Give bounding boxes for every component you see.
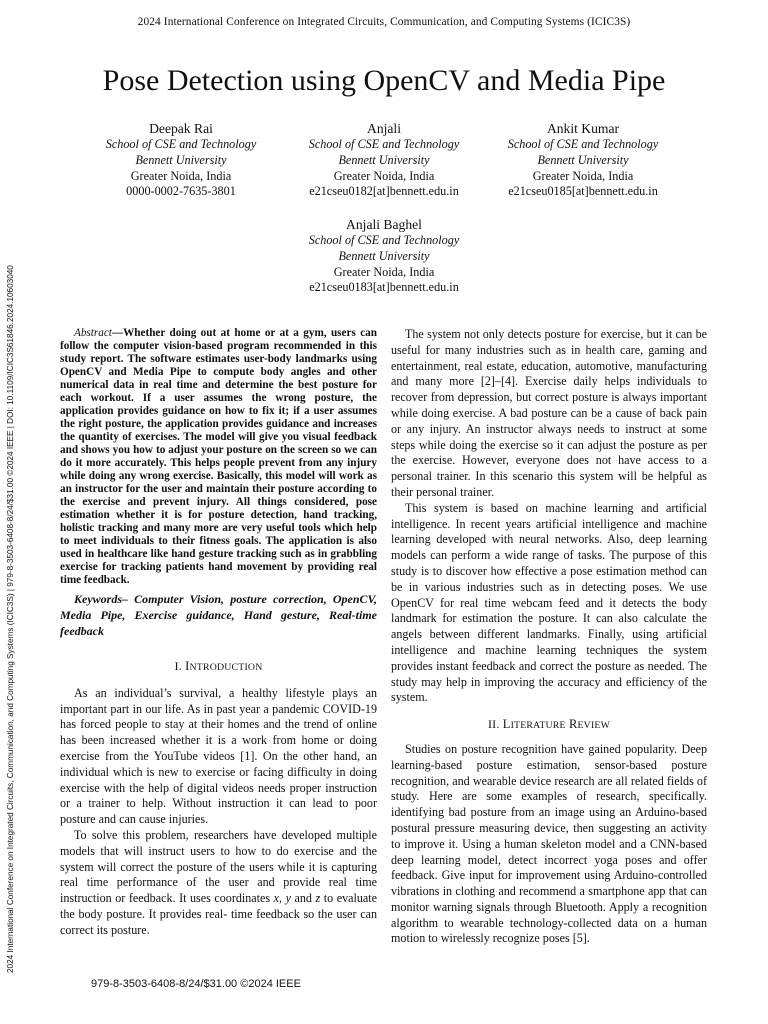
copyright-footer: 979-8-3503-6408-8/24/$31.00 ©2024 IEEE	[91, 978, 301, 990]
author-location: Greater Noida, India	[532, 168, 634, 183]
author-block	[284, 216, 484, 296]
author-university: Bennett University	[537, 152, 629, 167]
abstract-label: Abstract	[74, 327, 112, 339]
paragraph: As an individual’s survival, a healthy lifestyle plays an important part in our life. As in past year a pandemic COVID-19 has forced people to stay at their homes and the trend of online has been increased whether it is a work from home or doing exercise from the YouTube videos [1]. On the other hand, an individual which is new to exercise or facing difficulty in doing exercise with the help of digital videos needs proper instruction or a trainer to help. Without instruction it can lead to poor posture and can cause injuries.	[60, 685, 377, 827]
paragraph: This system is based on machine learning and artificial intelligence. In recent years artificial intelligence and machine learning developed with neural networks. Also, deep learning models can perform a wide range of tasks. The purpose of this study is to discover how effective a pose estimation method can be in various industries such as in detecting poses. We use OpenCV for real time webcam feed and it detects the body landmark for estimation the posture. It can also calculate the angels between different landmarks. Finally, using artificial intelligence and machine learning techniques the system provides instant feedback and correct the posture as needed. The study may help in improving the accuracy and efficiency of the system.	[391, 500, 707, 705]
paper-title: Pose Detection using OpenCV and Media Pipe	[102, 64, 666, 97]
conference-header: 2024 International Conference on Integrated Circuits, Communication, and Computing Systems (ICIC3S)	[137, 16, 631, 28]
author-dept: School of CSE and Technology	[308, 233, 460, 247]
paragraph: To solve this problem, researchers have developed multiple models that will instruct users to how to do exercise and the system will correct the posture of the users while it is capturing real time performance of the user and provide real time instruction or feedback. It uses coordinates x, y and z to evaluate the body posture. It provides real- time feedback so the user can correct its posture.	[60, 827, 377, 937]
author-name: Anjali Baghel	[346, 217, 422, 232]
right-column	[391, 327, 707, 947]
author-name: Deepak Rai	[149, 121, 213, 136]
author-name: Ankit Kumar	[546, 121, 620, 136]
section-heading-literature-review: II. LITERATURE REVIEW	[487, 717, 611, 732]
author-block	[81, 120, 281, 200]
section-heading-introduction: I. INTRODUCTION	[174, 659, 263, 673]
author-university: Bennett University	[338, 152, 430, 167]
author-location: Greater Noida, India	[130, 168, 232, 183]
author-location: Greater Noida, India	[333, 168, 435, 183]
author-block	[483, 120, 683, 200]
author-contact: e21cseu0183[at]bennett.edu.in	[309, 280, 459, 295]
author-university: Bennett University	[338, 248, 430, 263]
doi-sidebar: 2024 International Conference on Integrated Circuits, Communication, and Computing Systems (ICIC3S) | 979-8-3503-6408-8/24/$31.00 ©2024 IEEE | DOI: 10.1109/ICIC3S61846.2024.10603040	[6, 265, 15, 973]
paragraph: Studies on posture recognition have gained popularity. Deep learning-based posture estimation, sensor-based posture recognition, and wearable device research are all related fields of study. Here are some examples of research, specifically. identifying bad posture from an image using an Arduino-based postural pressure measuring device, then suggesting an activity to improve it. Using a human skeleton model and a CNN-based deep learning model, detect incorrect yoga poses and offer feedback. Give input for improvement using Arduino-controlled vibrations in clothing and recommend a smartphone app that can monitor warning signals through Bluetooth. Apply a recognition algorithm to wearable technology-collected data on a human motion to wirelessly recognize poses [5].	[391, 741, 707, 946]
abstract	[60, 327, 377, 587]
author-university: Bennett University	[135, 152, 227, 167]
paragraph: The system not only detects posture for exercise, but it can be useful for many industries such as in health care, gaming and entertainment, real estate, education, automotive, manufacturing and many more [2]–[4]. Exercise daily helps individuals to recover from depression, but correct posture is always important while doing exercise. A bad posture can be a cause of back pain or any injury. An instructor always needs to instruct at some steps while doing the exercise so it can adjust the posture as per the exercise. However, everyone does not have access to a personal trainer. In this scenario this system will be helpful as their personal trainer.	[391, 327, 707, 499]
author-dept: School of CSE and Technology	[507, 137, 659, 151]
author-dept: School of CSE and Technology	[308, 137, 460, 151]
left-column	[60, 327, 377, 939]
author-block	[284, 120, 484, 200]
author-contact: e21cseu0182[at]bennett.edu.in	[309, 184, 459, 199]
abstract-text: —Whether doing out at home or at a gym, users can follow the computer vision-based program recommended in this study report. The software estimates user-body landmarks using OpenCV and Media Pipe to compute body angles and other numerical data in real time and determine the best posture for each workout. If a user assumes the wrong posture, the application provides guidance on how to fix it; if a user assumes the right posture, the application provides guidance and increases the quantity of exercises. The model will give you visual feedback and shows you how to adjust your posture on the screen so we can do it more accurately. This helps people prevent from any injury while doing any wrong exercise. Basically, this model will work as an instructor for the user and maintain their posture according to the exercise and prevent injury. All things considered, pose estimation whether it is for posture detection, hand tracking, holistic tracking and many more are very useful tools which help to meet individuals to their fitness goals. The application is also used in healthcare like hand gesture tracking such as in grabbling exercise for tracking patients hand movement by providing real time feedback.	[60, 327, 377, 586]
author-contact: 0000-0002-7635-3801	[126, 184, 236, 199]
keywords: Keywords– Computer Vision, posture correction, OpenCV, Media Pipe, Exercise guidance, Hand gesture, Real-time feedback	[60, 592, 377, 638]
author-name: Anjali	[367, 121, 401, 136]
author-contact: e21cseu0185[at]bennett.edu.in	[508, 184, 658, 199]
author-dept: School of CSE and Technology	[105, 137, 257, 151]
author-location: Greater Noida, India	[333, 264, 435, 279]
